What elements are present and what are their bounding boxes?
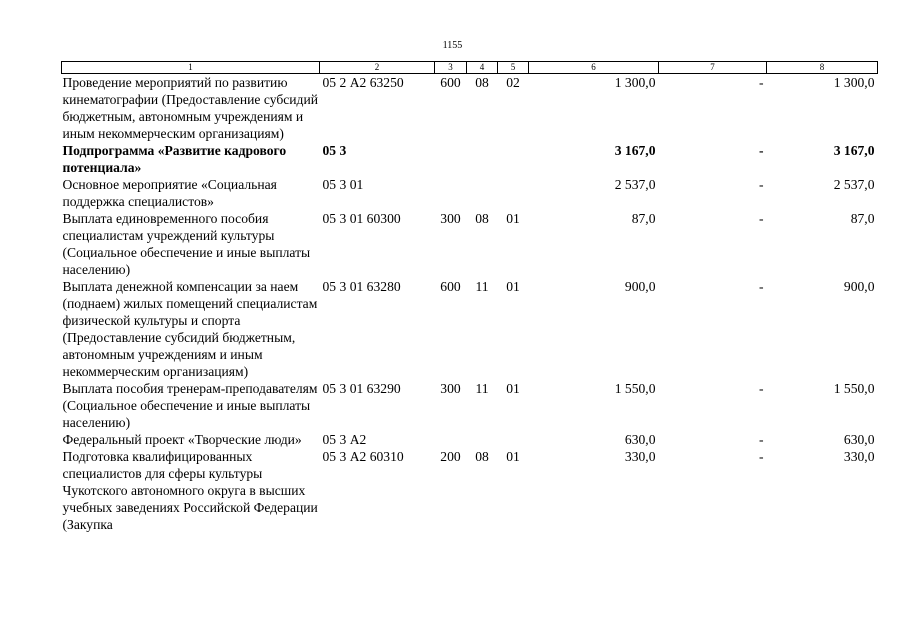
row-name: Выплата единовременного пособия специалистам учреждений культуры (Социальное обеспечение и иные выплаты населению) <box>62 211 311 277</box>
row-code: 05 3 А2 60310 <box>322 449 404 464</box>
table-row <box>62 278 878 380</box>
header-col-2: 2 <box>320 62 435 74</box>
row-value-7: - <box>758 143 764 158</box>
header-col-5: 5 <box>498 62 529 74</box>
row-value-7: - <box>758 432 764 447</box>
row-col5: 02 <box>506 75 520 90</box>
row-code: 05 3 01 63290 <box>322 381 401 396</box>
row-value-8: 630,0 <box>843 432 875 447</box>
table-row <box>62 210 878 278</box>
row-col4 <box>467 142 498 176</box>
row-value-6: 900,0 <box>624 279 656 294</box>
row-col5 <box>498 142 529 176</box>
row-value-7: - <box>758 211 764 226</box>
row-value-6: 1 550,0 <box>614 381 656 396</box>
row-col5: 01 <box>506 279 520 294</box>
row-value-8: 1 300,0 <box>833 75 875 90</box>
row-value-6: 330,0 <box>624 449 656 464</box>
row-col3: 200 <box>440 449 461 464</box>
row-code: 05 3 <box>322 143 347 158</box>
row-col5 <box>498 176 529 210</box>
row-value-6: 2 537,0 <box>614 177 656 192</box>
header-col-3: 3 <box>435 62 467 74</box>
row-value-8: 1 550,0 <box>833 381 875 396</box>
row-value-6: 630,0 <box>624 432 656 447</box>
row-code: 05 3 01 60300 <box>322 211 401 226</box>
row-name: Федеральный проект «Творческие люди» <box>62 432 302 447</box>
row-code: 05 3 А2 <box>322 432 367 447</box>
header-col-1: 1 <box>62 62 320 74</box>
row-name: Подготовка квалифицированных специалистов для сферы культуры Чукотского автономного округа в высших учебных заведениях Российской Федерации (Закупка <box>62 449 318 532</box>
row-col3: 300 <box>440 211 461 226</box>
row-col3: 600 <box>440 75 461 90</box>
row-value-6: 1 300,0 <box>614 75 656 90</box>
header-col-6: 6 <box>529 62 659 74</box>
row-value-6: 87,0 <box>631 211 656 226</box>
row-value-8: 900,0 <box>843 279 875 294</box>
row-name: Выплата денежной компенсации за наем (поднаем) жилых помещений специалистам физической культуры и спорта (Предоставление субсидий бюджетным, автономным учреждениям и иным некоммерческим организациям) <box>62 279 318 379</box>
row-value-7: - <box>758 177 764 192</box>
row-value-6: 3 167,0 <box>614 143 656 158</box>
row-code: 05 3 01 <box>322 177 364 192</box>
table-row <box>62 176 878 210</box>
row-col5 <box>498 431 529 448</box>
row-name: Подпрограмма «Развитие кадрового потенциала» <box>62 143 287 175</box>
row-col4: 08 <box>475 75 489 90</box>
row-value-8: 3 167,0 <box>833 143 875 158</box>
row-name: Основное мероприятие «Социальная поддержка специалистов» <box>62 177 277 209</box>
table-row <box>62 448 878 533</box>
row-col4 <box>467 431 498 448</box>
row-col3 <box>435 431 467 448</box>
row-col4: 08 <box>475 449 489 464</box>
table-row <box>62 380 878 431</box>
table-row <box>62 142 878 176</box>
row-value-8: 330,0 <box>843 449 875 464</box>
row-col4: 11 <box>475 381 489 396</box>
row-value-8: 87,0 <box>850 211 875 226</box>
row-value-7: - <box>758 449 764 464</box>
row-col3 <box>435 142 467 176</box>
table-row <box>62 74 878 143</box>
row-value-8: 2 537,0 <box>833 177 875 192</box>
table-header-row <box>62 62 878 74</box>
table-row <box>62 431 878 448</box>
row-col3 <box>435 176 467 210</box>
row-value-7: - <box>758 381 764 396</box>
row-col4 <box>467 176 498 210</box>
row-value-7: - <box>758 75 764 90</box>
row-col4: 11 <box>475 279 489 294</box>
row-code: 05 2 А2 63250 <box>322 75 404 90</box>
row-col3: 300 <box>440 381 461 396</box>
header-col-8: 8 <box>767 62 878 74</box>
row-code: 05 3 01 63280 <box>322 279 401 294</box>
row-value-7: - <box>758 279 764 294</box>
header-col-4: 4 <box>467 62 498 74</box>
header-col-7: 7 <box>659 62 767 74</box>
page-number: 1155 <box>442 40 463 51</box>
row-name: Проведение мероприятий по развитию кинематографии (Предоставление субсидий бюджетным, автономным учреждениям и иным некоммерческим организациям) <box>62 75 319 141</box>
row-col5: 01 <box>506 381 520 396</box>
row-col3: 600 <box>440 279 461 294</box>
budget-table <box>61 61 878 533</box>
row-col5: 01 <box>506 211 520 226</box>
row-name: Выплата пособия тренерам-преподавателям (Социальное обеспечение и иные выплаты населению) <box>62 381 318 430</box>
row-col4: 08 <box>475 211 489 226</box>
row-col5: 01 <box>506 449 520 464</box>
